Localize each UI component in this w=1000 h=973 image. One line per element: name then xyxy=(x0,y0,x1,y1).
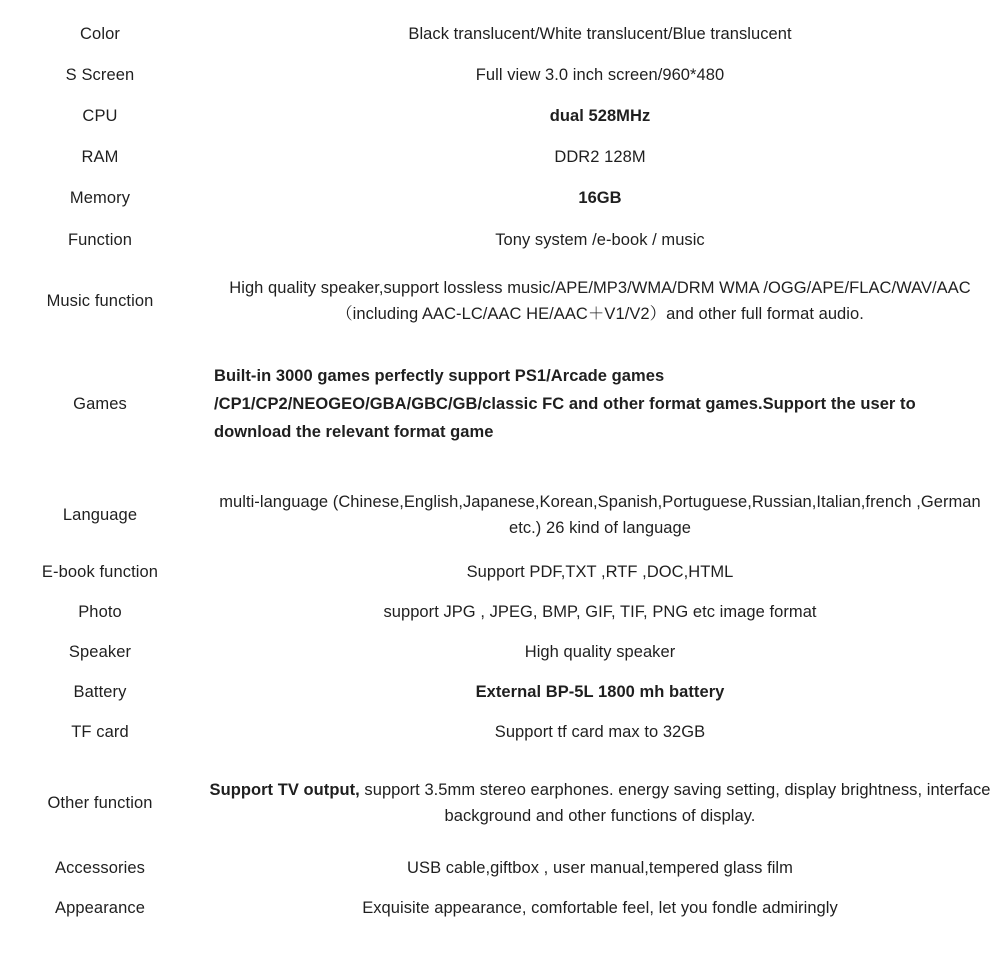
row-label-ebook-function: E-book function xyxy=(41,562,159,581)
row-label-color: Color xyxy=(80,24,120,43)
row-value-other-function-rest: support 3.5mm stereo earphones. energy saving setting, display brightness, interface background and other functions of display. xyxy=(359,781,991,826)
row-value-battery: External BP-5L 1800 mh battery xyxy=(475,682,725,701)
row-label-games: Games xyxy=(73,394,127,413)
row-value-other-function-lead: Support TV output, xyxy=(209,781,360,800)
table-row xyxy=(0,219,1000,263)
table-row xyxy=(0,592,1000,632)
row-label-music-function: Music function xyxy=(46,292,154,311)
row-value-memory: 16GB xyxy=(578,189,622,208)
row-value-language: multi-language (Chinese,English,Japanese,Korean,Spanish,Portuguese,Russian,Italian,french ,German etc.) 26 kind of language xyxy=(219,492,981,537)
table-row xyxy=(0,847,1000,888)
row-value-s-screen: Full view 3.0 inch screen/960*480 xyxy=(475,66,725,85)
row-label-language: Language xyxy=(62,505,138,524)
row-value-games: Built-in 3000 games perfectly support PS1/Arcade games /CP1/CP2/NEOGEO/GBA/GBC/GB/classic FC and other format games.Support the user to download the relevant format game xyxy=(214,366,916,442)
table-row xyxy=(0,632,1000,672)
row-value-appearance: Exquisite appearance, comfortable feel, let you fondle admiringly xyxy=(362,899,838,918)
table-row xyxy=(0,551,1000,592)
table-row xyxy=(0,469,1000,551)
row-label-accessories: Accessories xyxy=(54,859,146,878)
row-label-speaker: Speaker xyxy=(68,642,132,661)
table-row xyxy=(0,137,1000,178)
row-value-speaker: High quality speaker xyxy=(524,642,676,661)
table-row xyxy=(0,263,1000,341)
row-label-s-screen: S Screen xyxy=(65,65,135,84)
table-row xyxy=(0,55,1000,96)
row-label-function: Function xyxy=(67,231,133,250)
row-value-cpu: dual 528MHz xyxy=(549,107,651,126)
row-value-ebook-function: Support PDF,TXT ,RTF ,DOC,HTML xyxy=(466,562,734,581)
table-row xyxy=(0,342,1000,469)
row-label-photo: Photo xyxy=(78,602,122,621)
row-label-other-function: Other function xyxy=(47,793,153,812)
row-label-appearance: Appearance xyxy=(55,899,145,918)
table-row xyxy=(0,96,1000,137)
row-label-battery: Battery xyxy=(73,682,127,701)
row-value-photo: support JPG , JPEG, BMP, GIF, TIF, PNG etc image format xyxy=(383,602,817,621)
table-row xyxy=(0,753,1000,847)
row-label-ram: RAM xyxy=(81,148,119,167)
row-value-accessories: USB cable,giftbox , user manual,tempered glass film xyxy=(407,859,793,878)
row-value-function: Tony system /e-book / music xyxy=(495,231,705,250)
table-row xyxy=(0,888,1000,931)
table-row xyxy=(0,712,1000,753)
table-row xyxy=(0,14,1000,55)
row-label-memory: Memory xyxy=(69,189,131,208)
table-row xyxy=(0,672,1000,712)
row-label-tf-card: TF card xyxy=(71,722,129,741)
row-value-ram: DDR2 128M xyxy=(554,148,646,167)
table-row xyxy=(0,178,1000,219)
row-value-other-function xyxy=(200,777,1000,829)
row-value-tf-card: Support tf card max to 32GB xyxy=(494,723,706,741)
row-value-color: Black translucent/White translucent/Blue translucent xyxy=(408,25,792,43)
row-value-music-function: High quality speaker,support lossless music/APE/MP3/WMA/DRM WMA /OGG/APE/FLAC/WAV/AAC（including AAC-LC/AAC HE/AAC＋V1/V2）and other full format audio. xyxy=(229,279,971,324)
row-label-cpu: CPU xyxy=(82,107,118,126)
